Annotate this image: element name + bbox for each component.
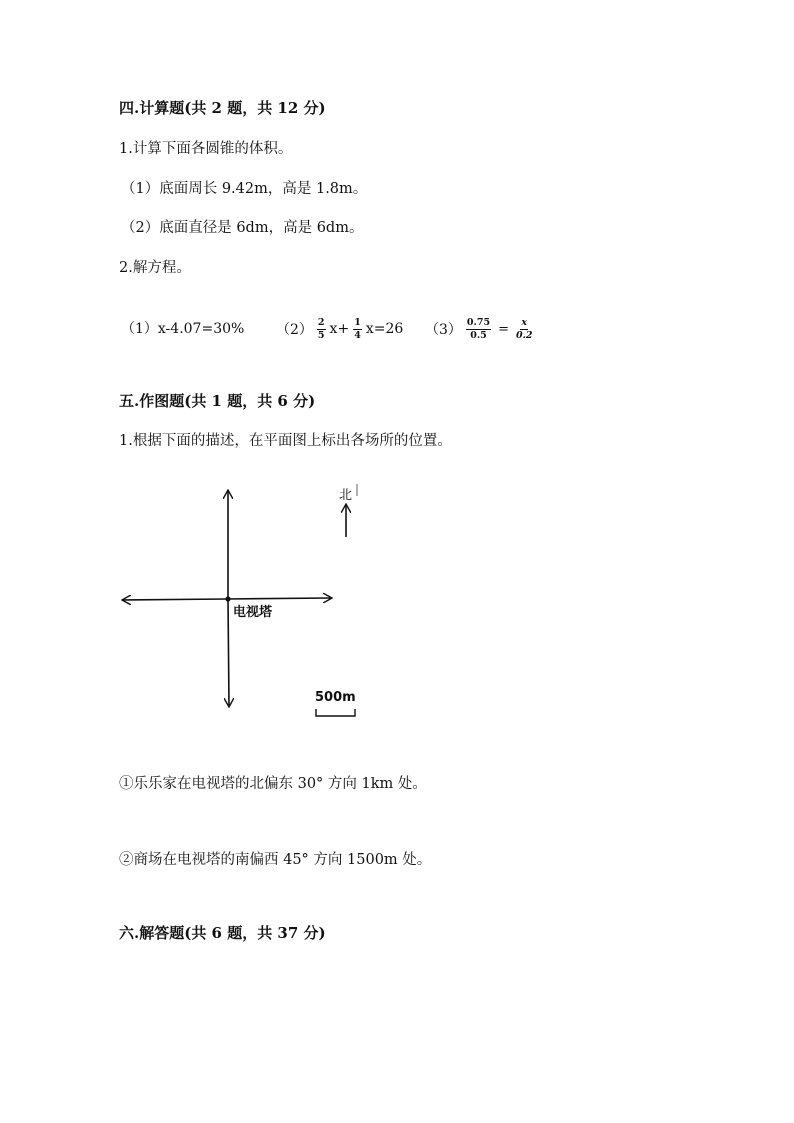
equation-2-fraction-2-numerator: 1	[354, 317, 361, 328]
equation-3-prefix: （3）	[425, 322, 462, 339]
question-4-1-item-2: （2）底面直径是 6dm，高是 6dm。	[121, 220, 364, 236]
section-6-heading: 六.解答题(共 6 题，共 37 分)	[119, 924, 326, 942]
equation-1: （1）x-4.07=30%	[121, 321, 245, 337]
equation-3-right-denominator: 0.2	[515, 329, 533, 341]
question-4-2-prompt: 2.解方程。	[119, 260, 191, 276]
scale-bar	[316, 709, 355, 716]
question-4-1-prompt: 1.计算下面各圆锥的体积。	[119, 141, 293, 157]
question-5-item-1: ①乐乐家在电视塔的北偏东 30° 方向 1km 处。	[119, 776, 427, 792]
question-4-1-item-1: （1）底面周长 9.42m，高是 1.8m。	[121, 181, 368, 197]
equation-3-equals: =	[498, 321, 509, 337]
equation-3-left-denominator: 0.5	[470, 329, 487, 341]
equation-2-fraction-2-denominator: 4	[354, 329, 361, 341]
equation-3-right-numerator: x	[521, 317, 528, 328]
question-5-1-prompt: 1.根据下面的描述，在平面图上标出各场所的位置。	[119, 433, 452, 449]
equation-3-left-numerator: 0.75	[466, 317, 491, 328]
north-label: 北	[339, 488, 353, 503]
equation-2-suffix: x=26	[365, 321, 404, 338]
equation-2-fraction-1-denominator: 5	[317, 329, 325, 341]
tv-tower-label: 电视塔	[233, 605, 273, 620]
equation-2-middle: x+	[329, 321, 350, 338]
question-5-item-2: ②商场在电视塔的南偏西 45° 方向 1500m 处。	[119, 852, 432, 868]
scale-label: 500m	[315, 690, 356, 705]
horizontal-axis	[226, 598, 331, 599]
section-4-heading: 四.计算题(共 2 题，共 12 分)	[119, 99, 326, 117]
equation-2-prefix: （2）	[276, 322, 313, 339]
tv-tower-point	[225, 596, 230, 601]
horizontal-axis-west	[123, 599, 226, 600]
equation-2-fraction-1-numerator: 2	[317, 317, 325, 328]
vertical-axis-south	[228, 599, 229, 706]
section-5-heading: 五.作图题(共 1 题，共 6 分)	[119, 392, 316, 410]
